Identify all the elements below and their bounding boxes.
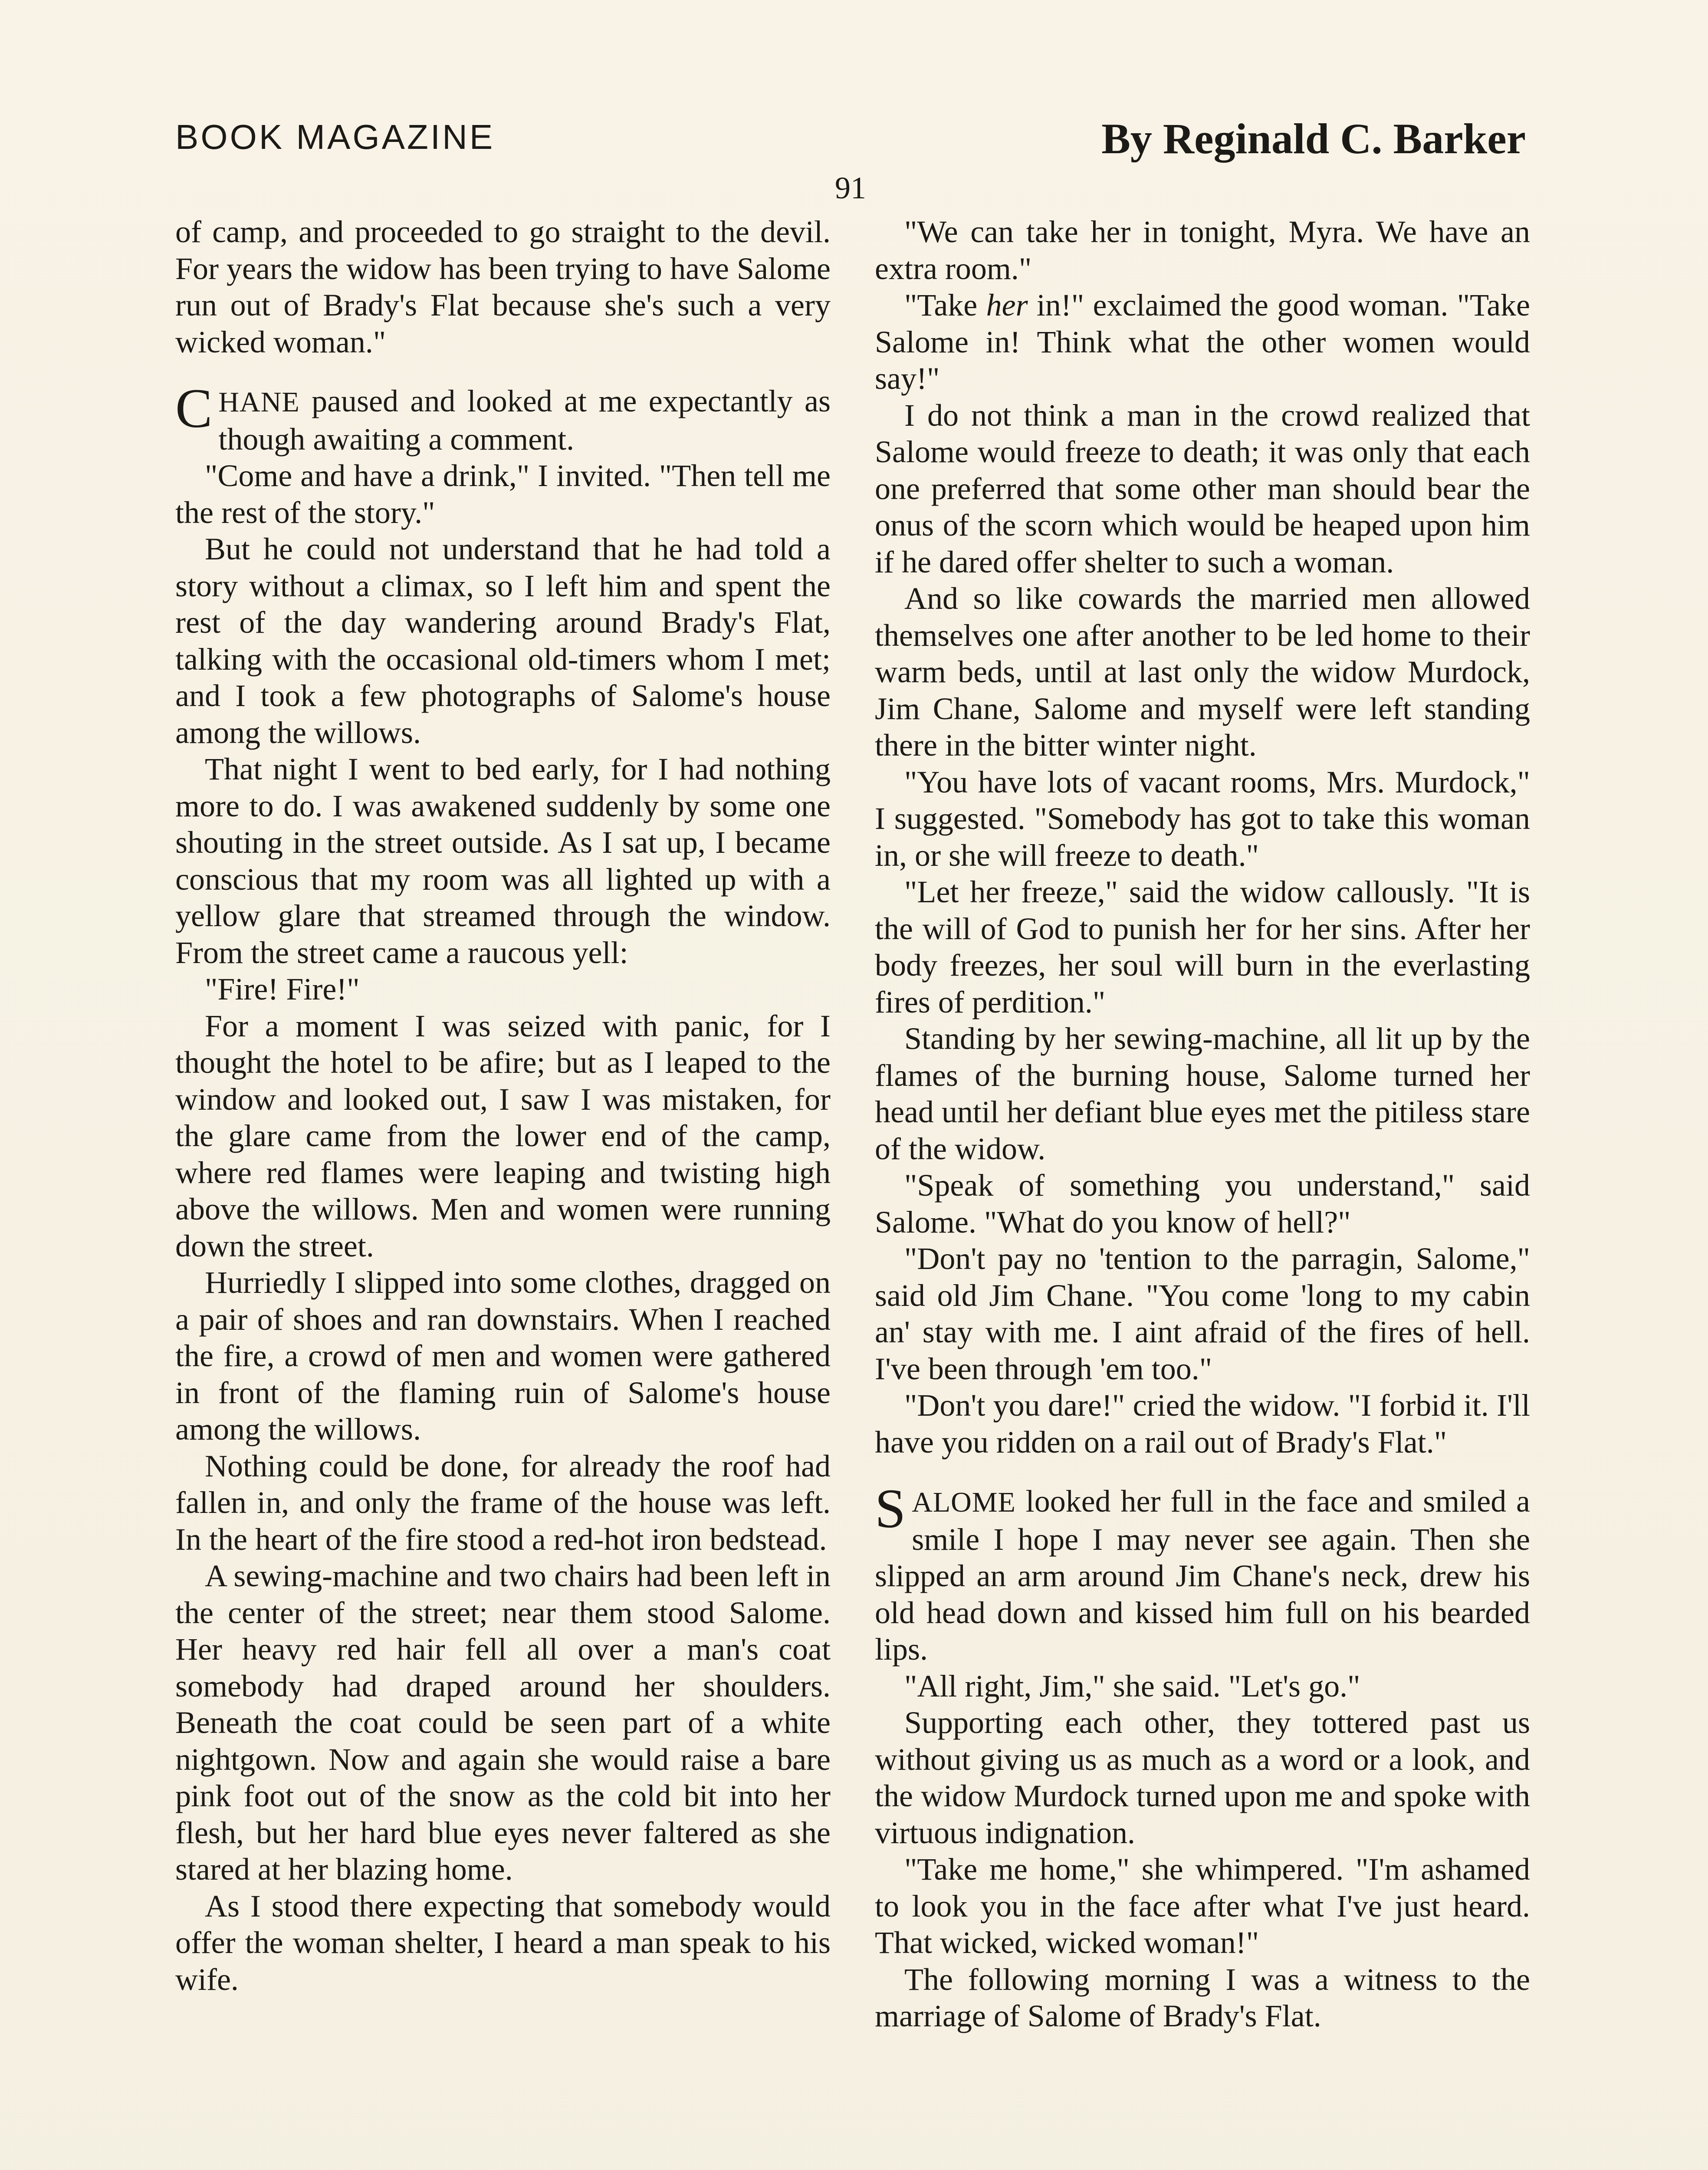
paragraph-text: paused and looked at me expectantly as though awaiting a comment. bbox=[218, 384, 831, 457]
paragraph: "Come and have a drink," I invited. "Then tell me the rest of the story." bbox=[175, 458, 831, 530]
paragraph: "Don't you dare!" cried the widow. "I forbid it. I'll have you ridden on a rail out of Brady's Flat." bbox=[875, 1388, 1530, 1460]
paragraph: And so like cowards the married men allowed themselves one after another to be led home to their warm beds, until at last only the widow Murdock, Jim Chane, Salome and myself were left standing there in the bitter winter night. bbox=[875, 581, 1530, 763]
author-byline: By Reginald C. Barker bbox=[1101, 115, 1526, 163]
paragraph-text: looked her full in the face and smiled a smile I hope I may never see again. Then she slipped an arm around Jim Chane's neck, drew his old head down and kissed him full on his bearded lips. bbox=[875, 1484, 1530, 1667]
paragraph: Nothing could be done, for already the roof had fallen in, and only the frame of the house was left. In the heart of the fire stood a red-hot iron bedstead. bbox=[175, 1448, 831, 1557]
quote-close-text: in!" exclaimed the good woman. "Take Salome in! Think what the other women would say!" bbox=[875, 288, 1531, 396]
paragraph: As I stood there expecting that somebody would offer the woman shelter, I heard a man speak to his wife. bbox=[175, 1888, 831, 1997]
drop-cap-letter: S bbox=[875, 1478, 906, 1539]
paragraph bbox=[875, 287, 1530, 397]
paragraph: of camp, and proceeded to go straight to the devil. For years the widow has been trying to have Salome run out of Brady's Flat because she's such a very wicked woman." bbox=[175, 214, 831, 359]
paragraph: Supporting each other, they tottered past us without giving us as much as a word or a look, and the widow Murdock turned upon me and spoke with virtuous indignation. bbox=[875, 1705, 1530, 1850]
paragraph: "Speak of something you understand," said Salome. "What do you know of hell?" bbox=[875, 1168, 1530, 1240]
paragraph: Hurriedly I slipped into some clothes, dragged on a pair of shoes and ran downstairs. When I reached the fire, a crowd of men and women were gathered in front of the flaming ruin of Salome's house among the willows. bbox=[175, 1265, 831, 1447]
paragraph: "We can take her in tonight, Myra. We have an extra room." bbox=[875, 214, 1530, 286]
paragraph: I do not think a man in the crowd realized that Salome would freeze to death; it was only that each one preferred that some other man should bear the onus of the scorn which would be heaped upon him if he dared offer shelter to such a woman. bbox=[875, 398, 1530, 579]
left-column bbox=[175, 214, 831, 1998]
magazine-title: BOOK MAGAZINE bbox=[175, 118, 495, 156]
paragraph: "All right, Jim," she said. "Let's go." bbox=[904, 1668, 1360, 1703]
paragraph: "Don't pay no 'tention to the parragin, Salome," said old Jim Chane. "You come 'long to my cabin an' stay with me. I aint afraid of the fires of hell. I've been through 'em too." bbox=[875, 1241, 1530, 1386]
drop-cap-letter: C bbox=[175, 378, 213, 439]
emphasized-word: her bbox=[986, 288, 1028, 322]
paragraph: The following morning I was a witness to the marriage of Salome of Brady's Flat. bbox=[875, 1962, 1530, 2033]
small-caps-lead: HANE bbox=[218, 386, 300, 418]
paragraph: For a moment I was seized with panic, for I thought the hotel to be afire; but as I leaped to the window and looked out, I saw I was mistaken, for the glare came from the lower end of the camp, where red flames were leaping and twisting high above the willows. Men and women were running down the street. bbox=[175, 1008, 831, 1263]
page-number: 91 bbox=[835, 171, 866, 205]
paragraph: That night I went to bed early, for I had nothing more to do. I was awakened suddenly by some one shouting in the street outside. As I sat up, I became conscious that my room was all lighted up with a yellow glare that streamed through the window. From the street came a raucous yell: bbox=[175, 752, 831, 970]
small-caps-lead: ALOME bbox=[912, 1486, 1016, 1518]
paragraph: But he could not understand that he had told a story without a climax, so I left him and spent the rest of the day wandering around Brady's Flat, talking with the occasional old-timers whom I met; and I took a few photographs of Salome's house among the willows. bbox=[175, 532, 831, 750]
paragraph: "You have lots of vacant rooms, Mrs. Murdock," I suggested. "Somebody has got to take this woman in, or she will freeze to death." bbox=[875, 764, 1530, 873]
paragraph: Standing by her sewing-machine, all lit up by the flames of the burning house, Salome turned her head until her defiant blue eyes met the pitiless stare of the widow. bbox=[875, 1021, 1530, 1166]
paragraph: "Let her freeze," said the widow callously. "It is the will of God to punish her for her sins. After her body freezes, her soul will burn in the everlasting fires of perdition." bbox=[875, 875, 1530, 1019]
section-opening-paragraph bbox=[175, 378, 831, 457]
paragraph: "Take me home," she whimpered. "I'm ashamed to look you in the face after what I've just heard. That wicked, wicked woman!" bbox=[875, 1852, 1530, 1960]
right-column bbox=[875, 214, 1530, 2035]
paragraph: "Fire! Fire!" bbox=[205, 972, 360, 1006]
section-opening-paragraph bbox=[875, 1478, 1530, 1668]
paragraph: A sewing-machine and two chairs had been left in the center of the street; near them stood Salome. Her heavy red hair fell all over a man's coat somebody had draped around her shoulders. Beneath the coat could be seen part of a white nightgown. Now and again she would raise a bare pink foot out of the snow as the cold bit into her flesh, but her hard blue eyes never faltered as she stared at her blazing home. bbox=[175, 1558, 831, 1887]
quote-open-text: "Take bbox=[904, 288, 986, 322]
